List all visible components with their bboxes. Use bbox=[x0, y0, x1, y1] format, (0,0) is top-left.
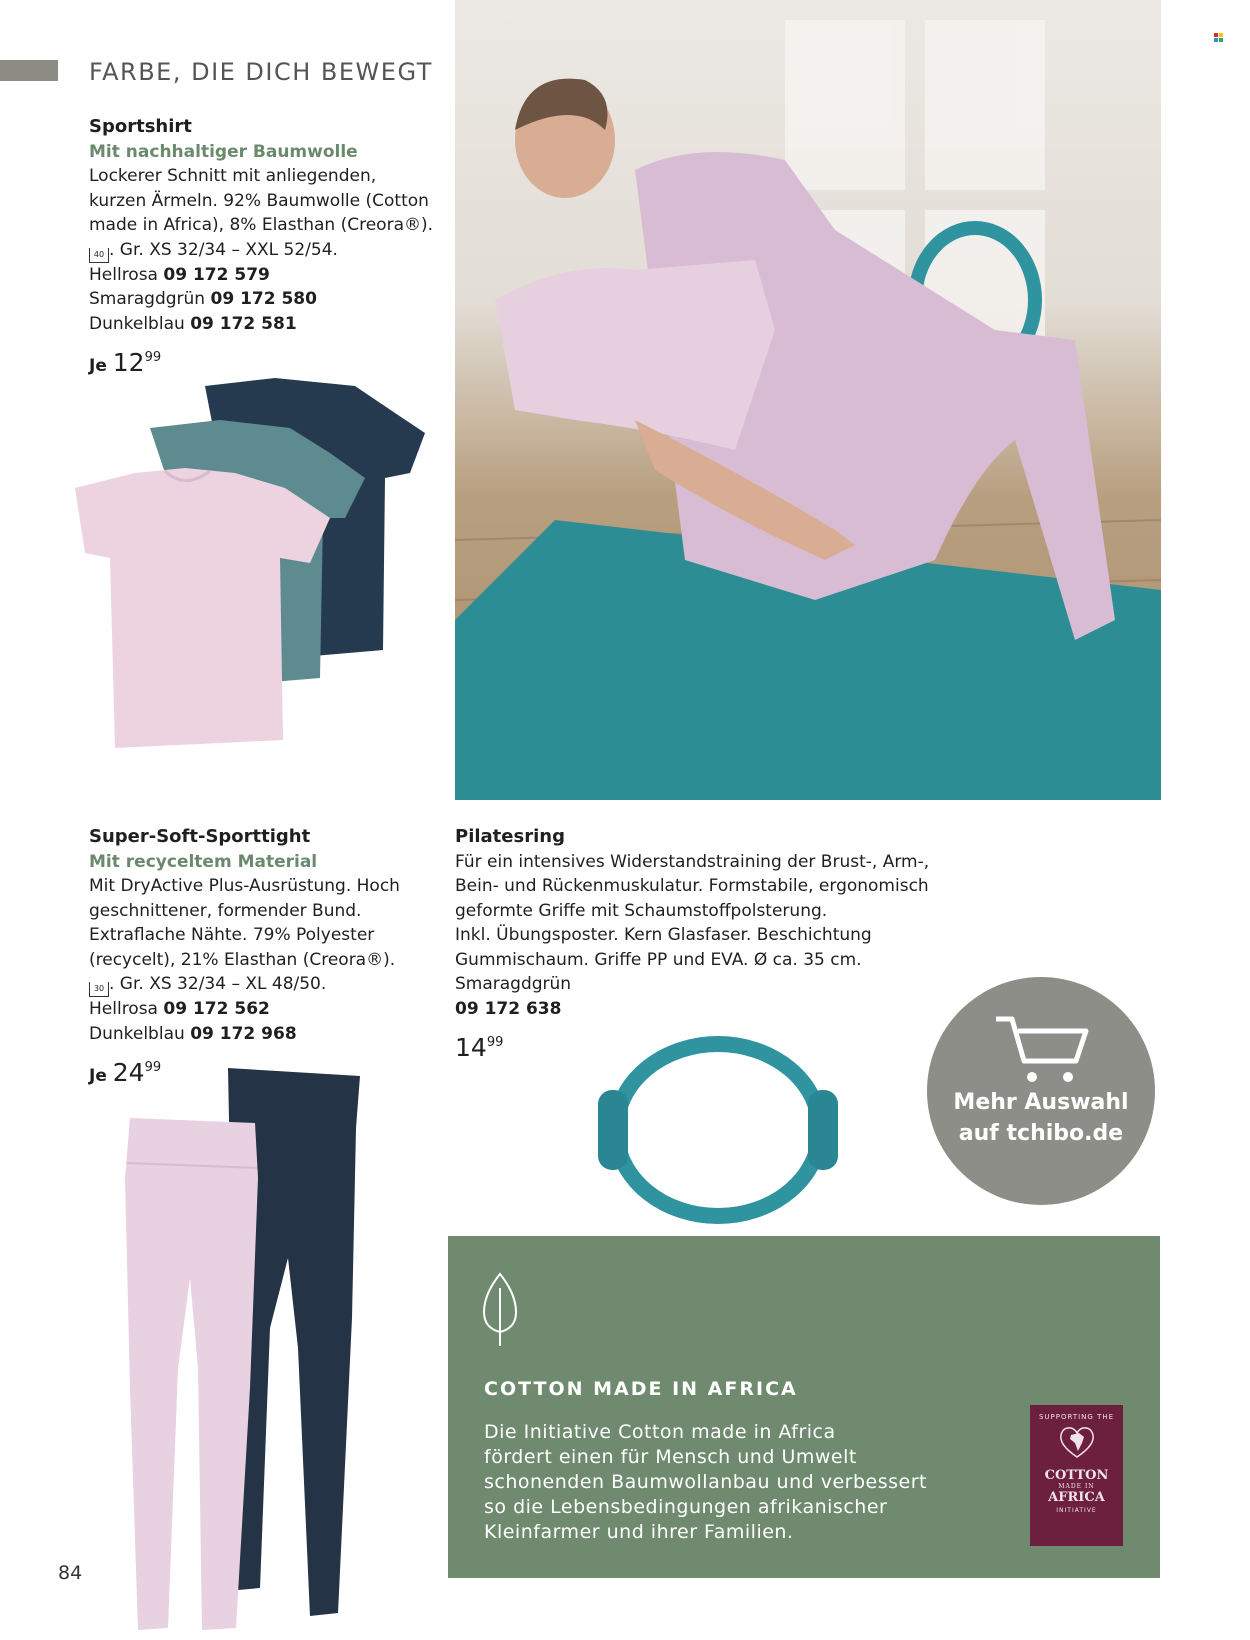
badge-title-line: AFRICA bbox=[1048, 1490, 1105, 1505]
pilatesring-desc-line: Smaragdgrün bbox=[455, 974, 572, 994]
price-cents: 99 bbox=[144, 1060, 162, 1075]
shopping-cart-icon bbox=[992, 1015, 1092, 1085]
badge-title-line: MADE IN bbox=[1058, 1483, 1095, 1490]
price-main: 14 bbox=[455, 1033, 487, 1062]
sportshirt-sizes: . Gr. XS 32/34 – XXL 52/54. bbox=[109, 239, 338, 260]
more-selection-text bbox=[927, 1087, 1155, 1149]
sportshirt-price bbox=[89, 346, 433, 379]
price-prefix: Je bbox=[89, 1066, 107, 1086]
variant-color: Dunkelblau bbox=[89, 1023, 185, 1044]
africa-heart-icon bbox=[1057, 1425, 1097, 1459]
sporttight-description bbox=[89, 825, 400, 1089]
section-marker-bar bbox=[0, 60, 58, 81]
variant-row bbox=[89, 997, 400, 1022]
variant-code: 09 172 581 bbox=[190, 313, 297, 334]
sportshirt-title: Sportshirt bbox=[89, 116, 192, 137]
wash-30-icon: 30 bbox=[89, 982, 109, 997]
pilatesring-desc-line: geformte Griffe mit Schaumstoffpolsterung. bbox=[455, 900, 828, 921]
sporttight-desc-line: Extraflache Nähte. 79% Polyester bbox=[89, 925, 375, 945]
pilatesring-desc-line: Gummischaum. Griffe PP und EVA. Ø ca. 35 cm. bbox=[455, 949, 862, 970]
cotton-body-line: Kleinfarmer und ihrer Familien. bbox=[484, 1521, 794, 1543]
pilatesring-description bbox=[455, 825, 929, 1064]
variant-row bbox=[89, 312, 433, 337]
cotton-body-line: Die Initiative Cotton made in Africa bbox=[484, 1421, 836, 1443]
section-title: FARBE, DIE DICH BEWEGT bbox=[89, 58, 433, 86]
variant-row bbox=[89, 1022, 400, 1047]
badge-title-line: COTTON bbox=[1044, 1468, 1109, 1483]
pilates-scene-illustration bbox=[455, 0, 1161, 800]
badge-bottom-text: INITIATIVE bbox=[1056, 1507, 1097, 1514]
pilatesring-code: 09 172 638 bbox=[455, 998, 562, 1019]
cotton-body bbox=[484, 1420, 984, 1545]
sportshirt-subtitle: Mit nachhaltiger Baumwolle bbox=[89, 141, 358, 162]
pilatesring-desc-line: Bein- und Rückenmuskulatur. Formstabile, ergonomisch bbox=[455, 876, 929, 896]
sportshirt-desc-line: Lockerer Schnitt mit anliegenden, bbox=[89, 166, 377, 186]
variant-code: 09 172 580 bbox=[210, 289, 317, 309]
pilatesring-desc-line: Inkl. Übungsposter. Kern Glasfaser. Beschichtung bbox=[455, 925, 872, 945]
sporttight-desc-line: geschnittener, formender Bund. bbox=[89, 900, 362, 921]
cotton-body-line: fördert einen für Mensch und Umwelt bbox=[484, 1446, 857, 1468]
sporttight-sizes: . Gr. XS 32/34 – XL 48/50. bbox=[109, 974, 327, 994]
variant-color: Smaragdgrün bbox=[89, 289, 206, 309]
cotton-body-line: so die Lebensbedingungen afrikanischer bbox=[484, 1496, 888, 1518]
variant-code: 09 172 579 bbox=[163, 264, 270, 285]
lifestyle-photo bbox=[455, 0, 1161, 800]
pilatesring-title: Pilatesring bbox=[455, 826, 565, 847]
sporttight-product-image bbox=[120, 1068, 370, 1633]
leaf-icon bbox=[482, 1272, 518, 1348]
price-prefix: Je bbox=[89, 356, 107, 376]
sporttight-desc-line: Mit DryActive Plus-Ausrüstung. Hoch bbox=[89, 876, 400, 896]
price-cents: 99 bbox=[144, 350, 162, 365]
cotton-made-in-africa-logo bbox=[1030, 1405, 1123, 1546]
price-cents: 99 bbox=[486, 1035, 504, 1050]
sporttight-subtitle: Mit recyceltem Material bbox=[89, 851, 318, 872]
promo-link[interactable]: auf tchibo.de bbox=[958, 1121, 1124, 1146]
sportshirt-desc-line: kurzen Ärmeln. 92% Baumwolle (Cotton bbox=[89, 190, 429, 211]
price-main: 24 bbox=[112, 1058, 145, 1087]
variant-row bbox=[89, 287, 433, 312]
variant-color: Dunkelblau bbox=[89, 313, 185, 334]
pilatesring-product-image bbox=[598, 1030, 838, 1230]
color-dots-icon bbox=[1214, 33, 1224, 43]
badge-title bbox=[1030, 1469, 1123, 1505]
sporttight-desc-line: (recycelt), 21% Elasthan (Creora®). bbox=[89, 949, 396, 970]
variant-row bbox=[89, 263, 433, 288]
sportshirt-sizes-line bbox=[89, 238, 433, 263]
promo-line: Mehr Auswahl bbox=[953, 1090, 1129, 1115]
sporttight-title: Super-Soft-Sporttight bbox=[89, 826, 311, 847]
sportshirt-desc-line: made in Africa), 8% Elasthan (Creora®). bbox=[89, 215, 434, 235]
sportshirt-description bbox=[89, 115, 433, 379]
cotton-heading: COTTON MADE IN AFRICA bbox=[484, 1378, 798, 1400]
variant-color: Hellrosa bbox=[89, 999, 158, 1019]
variant-color: Hellrosa bbox=[89, 264, 158, 285]
price-main: 12 bbox=[112, 348, 145, 377]
wash-40-icon: 40 bbox=[89, 248, 109, 263]
page-number: 84 bbox=[58, 1562, 83, 1584]
sportshirt-product-image bbox=[55, 378, 435, 750]
cotton-body-line: schonenden Baumwollanbau und verbessert bbox=[484, 1471, 927, 1493]
more-selection-badge[interactable] bbox=[927, 977, 1155, 1205]
cotton-info-box bbox=[448, 1236, 1160, 1578]
variant-code: 09 172 968 bbox=[190, 1023, 297, 1044]
variant-code: 09 172 562 bbox=[163, 999, 270, 1019]
sporttight-sizes-line bbox=[89, 972, 400, 997]
pilatesring-desc-line: Für ein intensives Widerstandstraining der Brust-, Arm-, bbox=[455, 851, 930, 872]
badge-top-text: SUPPORTING THE bbox=[1038, 1413, 1115, 1421]
